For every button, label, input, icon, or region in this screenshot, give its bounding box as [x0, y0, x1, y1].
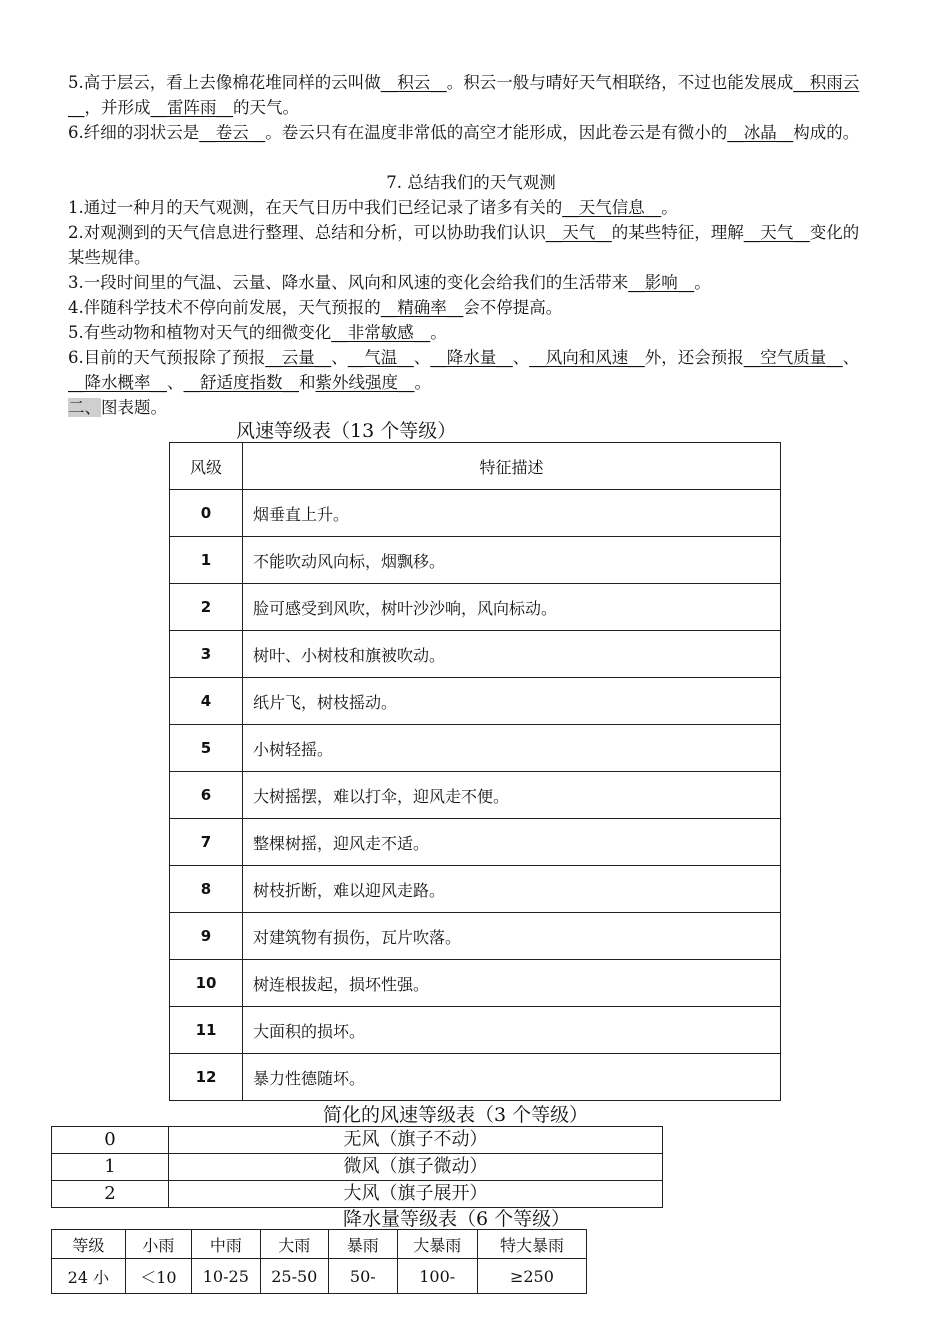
question-text: 。	[430, 323, 447, 342]
answer-blank: __积雨云__	[68, 73, 860, 117]
table-row	[170, 725, 781, 772]
question-text: 、	[842, 348, 860, 367]
answer-blank: __积云__	[380, 73, 447, 92]
section-title-text: 7. 总结我们的天气观测	[386, 173, 556, 192]
wind-level-cell: 8	[170, 866, 243, 913]
wind-description-cell: 脸可感受到风吹，树叶沙沙响，风向标动。	[243, 584, 781, 631]
rain-value-cell: 100-	[397, 1259, 477, 1294]
rain-title: 降水量等级表（6 个等级）	[343, 1208, 571, 1230]
question-text: 。积云一般与晴好天气相联络，不过也能发展成	[446, 73, 794, 92]
table-row	[170, 490, 781, 537]
question-text: 变化的某些规律。	[68, 223, 860, 267]
question-paragraph	[68, 295, 874, 320]
question-text: 1.通过一种月的天气观测，在天气日历中我们已经记录了诸多有关的	[68, 198, 563, 217]
question-paragraph	[68, 270, 874, 295]
wind-description-cell: 整棵树摇，迎风走不适。	[243, 819, 781, 866]
wind-description-cell: 小树轻摇。	[243, 725, 781, 772]
question-text: 。	[694, 273, 711, 292]
wind-description-cell: 无风（旗子不动）	[169, 1127, 663, 1154]
wind-description-cell: 暴力性德随坏。	[243, 1054, 781, 1101]
wind-level-cell: 10	[170, 960, 243, 1007]
wind-level-cell: 6	[170, 772, 243, 819]
question-text: 构成的。	[793, 123, 860, 142]
table-row	[52, 1127, 663, 1154]
question-text: 。	[661, 198, 678, 217]
table-header-row	[170, 443, 781, 490]
table-row	[52, 1154, 663, 1181]
answer-blank: __雷阵雨__	[150, 98, 233, 117]
wind-level-cell: 7	[170, 819, 243, 866]
wind-level-cell: 4	[170, 678, 243, 725]
wind-level-cell: 9	[170, 913, 243, 960]
question-text: 外，还会预报	[644, 348, 744, 367]
wind-level-cell: 2	[52, 1181, 169, 1208]
section-label: 图表题。	[101, 398, 167, 417]
question-text: 6.目前的天气预报除了预报	[68, 348, 266, 367]
answer-blank: __风向和风速__	[529, 348, 645, 367]
question-text: 、	[167, 373, 184, 392]
rain-header-cell: 特大暴雨	[477, 1230, 586, 1259]
section-7-title	[68, 170, 874, 195]
section-number: 二、	[68, 398, 101, 417]
rain-value-cell: 50-	[329, 1259, 397, 1294]
answer-blank: __影响__	[628, 273, 695, 292]
question-text: 、	[331, 348, 348, 367]
question-text: 会不停提高。	[463, 298, 563, 317]
wind-description-cell: 大面积的损坏。	[243, 1007, 781, 1054]
question-text: 的天气。	[233, 98, 299, 117]
wind-level-cell: 3	[170, 631, 243, 678]
wind-description-cell: 烟垂直上升。	[243, 490, 781, 537]
table-row	[170, 913, 781, 960]
wind-level-cell: 1	[52, 1154, 169, 1181]
question-text: 2.对观测到的天气信息进行整理、总结和分析，可以协助我们认识	[68, 223, 546, 242]
wind-level-cell: 2	[170, 584, 243, 631]
table-row	[170, 1054, 781, 1101]
table-row	[170, 819, 781, 866]
table-row	[170, 631, 781, 678]
wind-level-cell: 12	[170, 1054, 243, 1101]
question-text: 6.纤细的羽状云是	[68, 123, 200, 142]
table-row	[170, 772, 781, 819]
question-text: 和	[299, 373, 316, 392]
header-level: 风级	[170, 443, 243, 490]
wind-description-cell: 大树摇摆，难以打伞，迎风走不便。	[243, 772, 781, 819]
table-row	[52, 1259, 587, 1294]
wind-description-cell: 纸片飞，树枝摇动。	[243, 678, 781, 725]
answer-blank: __降水量__	[430, 348, 513, 367]
question-paragraph	[68, 70, 874, 120]
rain-value-cell: 25-50	[260, 1259, 328, 1294]
table-row	[170, 678, 781, 725]
question-text: 、	[512, 348, 530, 367]
rain-header-cell: 大雨	[260, 1230, 328, 1259]
wind-scale-table	[169, 442, 781, 1101]
table-row	[170, 1007, 781, 1054]
answer-blank: __非常敏感__	[331, 323, 431, 342]
question-text: 4.伴随科学技术不停向前发展，天气预报的	[68, 298, 381, 317]
wind-description-cell: 树叶、小树枝和旗被吹动。	[243, 631, 781, 678]
rain-header-cell: 暴雨	[329, 1230, 397, 1259]
wind-description-cell: 对建筑物有损伤，瓦片吹落。	[243, 913, 781, 960]
answer-blank: __天气__	[545, 223, 612, 242]
table-row	[170, 866, 781, 913]
table-row	[170, 537, 781, 584]
answer-blank: __天气__	[743, 223, 810, 242]
wind3-title: 简化的风速等级表（3 个等级）	[323, 1104, 589, 1126]
question-text: 5.有些动物和植物对天气的细微变化	[68, 323, 332, 342]
question-paragraph	[68, 120, 874, 145]
table-row	[170, 960, 781, 1007]
wind-level-cell: 0	[170, 490, 243, 537]
wind-description-cell: 树枝折断，难以迎风走路。	[243, 866, 781, 913]
question-text: 。卷云只有在温度非常低的高空才能形成，因此卷云是有微小的	[265, 123, 728, 142]
rain-header-cell: 小雨	[125, 1230, 191, 1259]
rainfall-table	[51, 1229, 587, 1294]
wind-description-cell: 不能吹动风向标，烟飘移。	[243, 537, 781, 584]
wind-description-cell: 大风（旗子展开）	[169, 1181, 663, 1208]
wind13-title: 风速等级表（13 个等级）	[236, 420, 457, 442]
rain-value-cell: ＜10	[125, 1259, 191, 1294]
answer-blank: __降水概率__	[68, 373, 167, 392]
header-description: 特征描述	[243, 443, 781, 490]
question-paragraph	[68, 320, 874, 345]
rain-header-cell: 大暴雨	[397, 1230, 477, 1259]
table-header-row	[52, 1230, 587, 1259]
question-text: ，并形成	[84, 98, 151, 117]
question-paragraph	[68, 195, 874, 220]
wind-level-cell: 5	[170, 725, 243, 772]
answer-blank: __卷云__	[199, 123, 266, 142]
question-text: 3.一段时间里的气温、云量、降水量、风向和风速的变化会给我们的生活带来	[68, 273, 629, 292]
wind-level-cell: 0	[52, 1127, 169, 1154]
question-paragraph	[68, 345, 874, 395]
answer-blank: 紫外线强度__	[315, 373, 415, 392]
question-text: 、	[413, 348, 431, 367]
answer-blank: __天气信息__	[562, 198, 662, 217]
answer-blank: __云量__	[265, 348, 332, 367]
wind-description-cell: 微风（旗子微动）	[169, 1154, 663, 1181]
answer-blank: __气温__	[347, 348, 414, 367]
rain-value-cell: 24 小	[52, 1259, 126, 1294]
wind-description-cell: 树连根拔起，损坏性强。	[243, 960, 781, 1007]
table-row	[170, 584, 781, 631]
question-text: 。	[414, 373, 431, 392]
question-text: 的某些特征，理解	[611, 223, 744, 242]
answer-blank: __冰晶__	[727, 123, 794, 142]
answer-blank: __舒适度指数__	[183, 373, 299, 392]
simplified-wind-table	[51, 1126, 663, 1208]
question-text: 5.高于层云，看上去像棉花堆同样的云叫做	[68, 73, 381, 92]
question-paragraph	[68, 220, 874, 270]
wind-level-cell: 11	[170, 1007, 243, 1054]
rain-header-cell: 中雨	[192, 1230, 260, 1259]
rain-value-cell: 10-25	[192, 1259, 260, 1294]
answer-blank: __精确率__	[380, 298, 464, 317]
answer-blank: __空气质量__	[743, 348, 843, 367]
rain-header-cell: 等级	[52, 1230, 126, 1259]
section-2-heading	[68, 395, 874, 420]
rain-value-cell: ≥250	[477, 1259, 586, 1294]
wind-level-cell: 1	[170, 537, 243, 584]
